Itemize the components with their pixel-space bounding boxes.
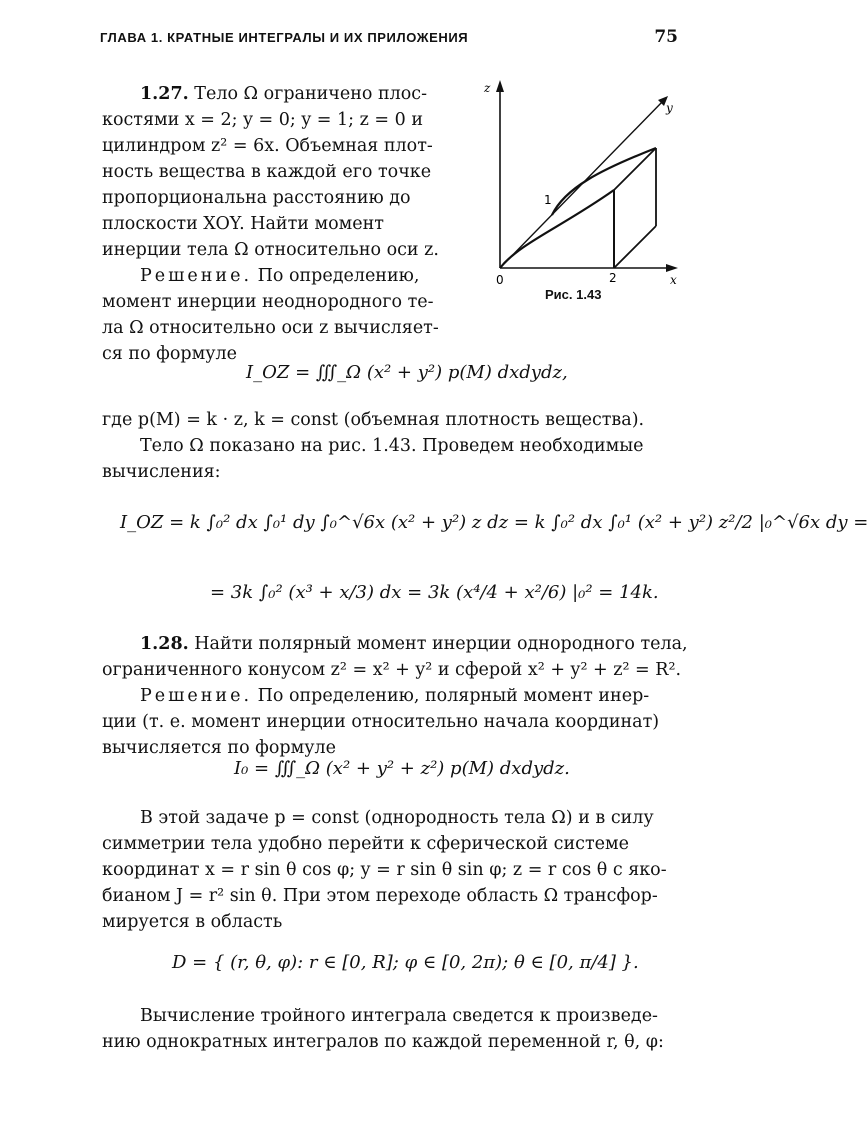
figure-caption: Рис. 1.43 [545, 287, 602, 302]
label-z: z [484, 81, 491, 95]
problem-127-line-7: инерции тела Ω относительно оси z. [102, 240, 439, 260]
problem-128-final-2: нию однократных интегралов по каждой переменной r, θ, φ: [102, 1032, 664, 1052]
problem-128-para-2: симметрии тела удобно перейти к сферической системе [102, 834, 629, 854]
solution-label-128: Решение. [140, 686, 253, 706]
problem-127-line-5: пропорциональна расстоянию до [102, 188, 411, 208]
problem-128-para-5: мируется в область [102, 912, 283, 932]
label-two: 2 [609, 271, 617, 285]
formula-ioz-computation: I_OZ = k ∫₀² dx ∫₀¹ dy ∫₀^√6x (x² + y²) z dz = k ∫₀² dx ∫₀¹ (x² + y²) z²/2 |₀^√6x dy = [120, 512, 868, 533]
problem-128-para-4: бианом J = r² sin θ. При этом переходе область Ω трансфор- [102, 886, 658, 906]
solution-text-1: По определению, [252, 266, 420, 286]
problem-128-text-1: Найти полярный момент инерции однородного тела, [188, 634, 688, 654]
label-x: x [670, 273, 677, 287]
problem-128-number: 1.28. [140, 634, 189, 654]
problem-127-text-1: Тело Ω ограничено плос- [194, 84, 428, 104]
label-y: y [666, 101, 673, 115]
figure-1-43 [480, 78, 680, 306]
problem-127-line-2: костями x = 2; y = 0; y = 1; z = 0 и [102, 110, 423, 130]
problem-127-line-6: плоскости XOY. Найти момент [102, 214, 384, 234]
figure-drawing [480, 78, 680, 306]
problem-127-line-3: цилиндром z² = 6x. Объемная плот- [102, 136, 433, 156]
problem-128-line-1 [140, 632, 688, 656]
problem-127-line-1 [140, 82, 427, 106]
problem-127-after-3: вычисления: [102, 462, 221, 482]
solution-label: Решение. [140, 266, 253, 286]
running-title: ГЛАВА 1. КРАТНЫЕ ИНТЕГРАЛЫ И ИХ ПРИЛОЖЕНИЯ [100, 30, 469, 45]
problem-127-after-1: где p(M) = k · z, k = const (объемная плотность вещества). [102, 410, 645, 430]
label-one: 1 [544, 193, 552, 207]
formula-domain-d: D = { (r, θ, φ): r ∈ [0, R]; φ ∈ [0, 2π); θ ∈ [0, π/4] }. [172, 952, 639, 973]
page-number: 75 [654, 27, 678, 47]
problem-127-solution-line-4: ся по формуле [102, 344, 237, 364]
problem-128-line-2: ограниченного конусом z² = x² + y² и сферой x² + y² + z² = R². [102, 660, 682, 680]
problem-127-number: 1.27. [140, 84, 189, 104]
problem-127-solution-line-2: момент инерции неоднородного те- [102, 292, 434, 312]
problem-128-solution-line-2: ции (т. е. момент инерции относительно начала координат) [102, 712, 660, 732]
formula-ioz-definition: I_OZ = ∭_Ω (x² + y²) p(M) dxdydz, [246, 362, 568, 383]
problem-127-solution-line-1 [140, 264, 419, 288]
solution-128-text-1: По определению, полярный момент инер- [252, 686, 650, 706]
problem-127-after-2: Тело Ω показано на рис. 1.43. Проведем необходимые [140, 436, 644, 456]
problem-127-line-4: ность вещества в каждой его точке [102, 162, 432, 182]
problem-128-para-1: В этой задаче p = const (однородность тела Ω) и в силу [140, 808, 654, 828]
problem-128-final-1: Вычисление тройного интеграла сведется к произведе- [140, 1006, 658, 1026]
problem-128-solution-line-3: вычисляется по формуле [102, 738, 336, 758]
problem-128-para-3: координат x = r sin θ cos φ; y = r sin θ sin φ; z = r cos θ с яко- [102, 860, 667, 880]
formula-i0-definition: I₀ = ∭_Ω (x² + y² + z²) p(M) dxdydz. [234, 758, 570, 779]
problem-127-solution-line-3: ла Ω относительно оси z вычисляет- [102, 318, 439, 338]
formula-ioz-result: = 3k ∫₀² (x³ + x/3) dx = 3k (x⁴/4 + x²/6) |₀² = 14k. [210, 582, 659, 603]
label-origin: 0 [496, 273, 504, 287]
problem-128-solution-line-1 [140, 684, 649, 708]
